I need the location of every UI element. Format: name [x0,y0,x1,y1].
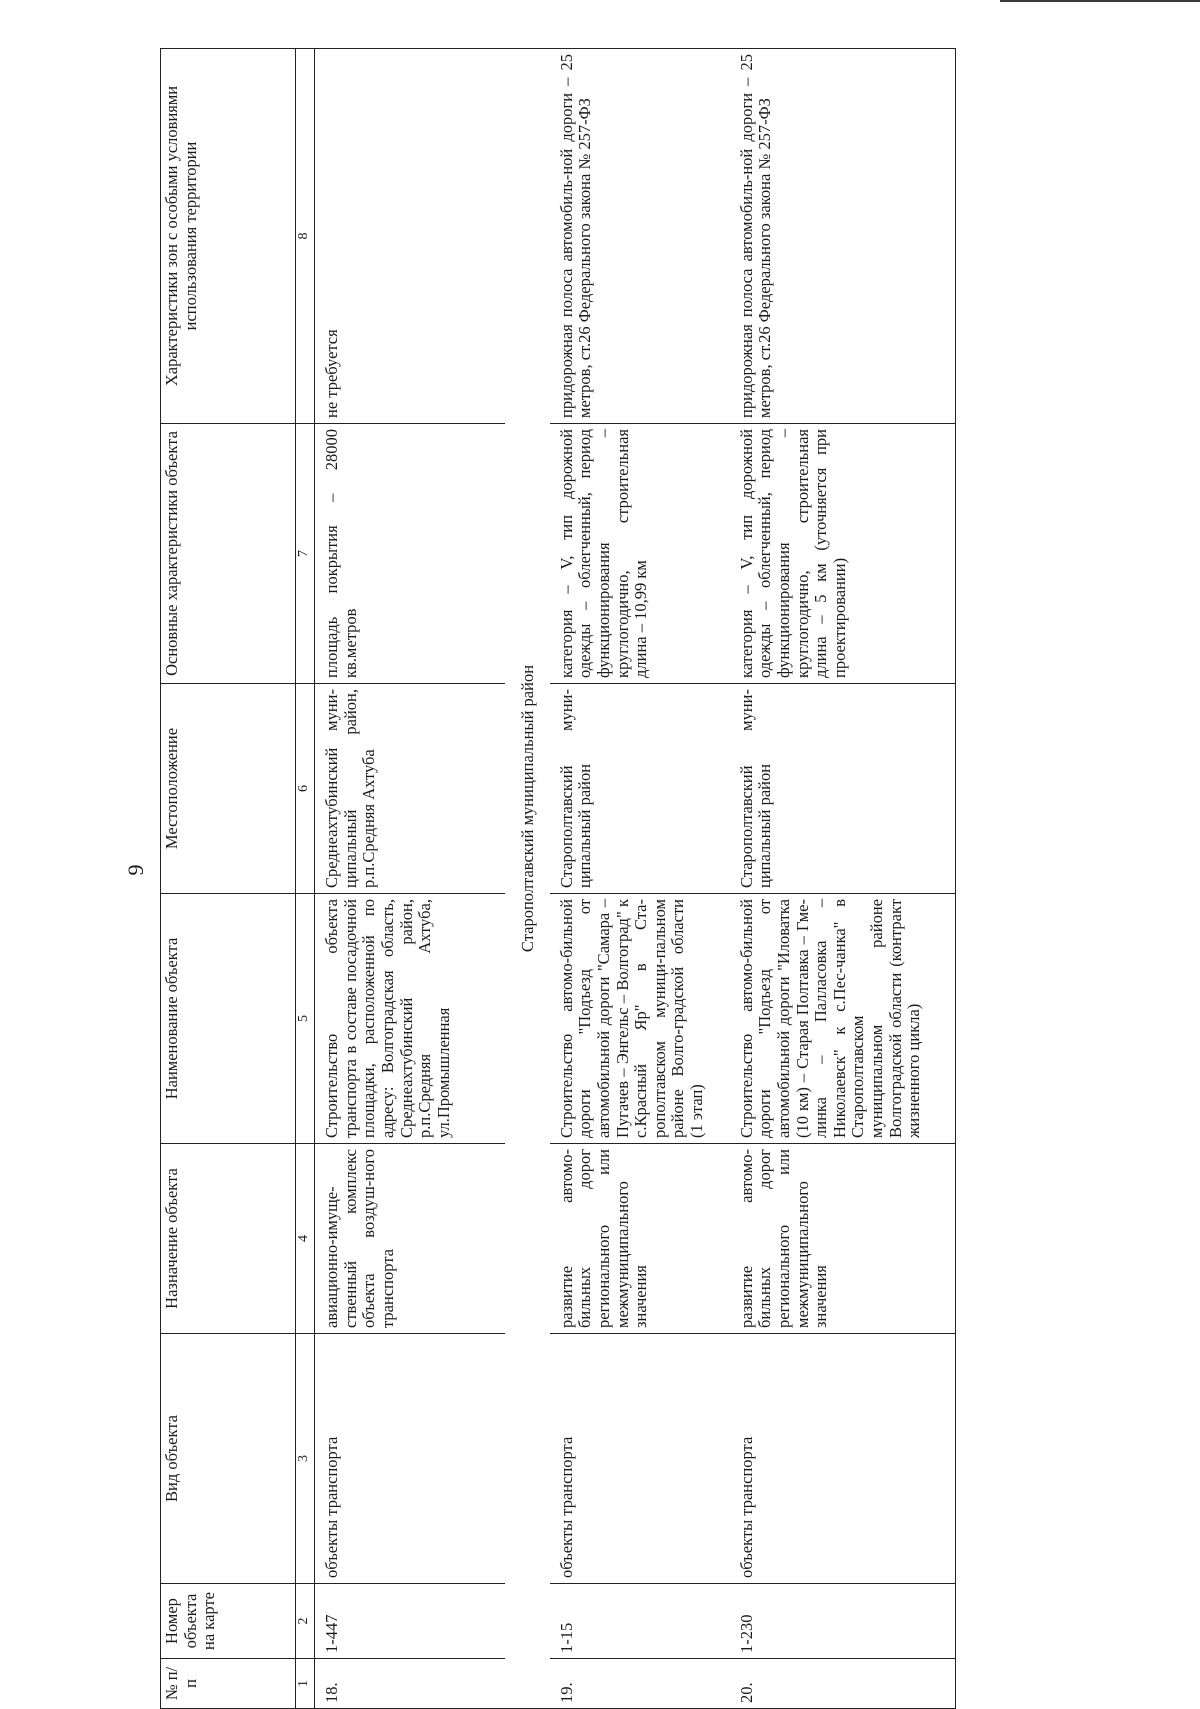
cell-map-number: 1-15 [550,1584,730,1659]
table-body [315,49,956,1709]
table-header [161,49,315,1709]
cell-location: Старополтавский муни-ципальный район [550,684,730,894]
cell-characteristics: площадь покрытия – 28000 кв.метров [315,424,506,684]
header-cell-purpose: Назначение объекта [161,1144,296,1334]
header-cell-zones: Характеристики зон с особыми условиями использования территории [161,49,296,424]
column-number: 1 [296,1659,315,1709]
cell-map-number: 1-447 [315,1584,506,1659]
cell-number: 18. [315,1659,506,1709]
table-row-18 [315,49,506,1709]
column-number: 3 [296,1334,315,1584]
column-number: 6 [296,684,315,894]
header-cell-characteristics: Основные характеристики объекта [161,424,296,684]
cell-name: Строительство автомо-бильной дороги "Подъезд от автомобильной дороги "Самара – Пугачев – Энгельс – Волгоград" к с.Красный Яр" в Ста-рополтавском муници-пальном районе Волго-градской области (1 этап) [550,894,730,1144]
cell-zones: не требуется [315,49,506,424]
header-row [161,49,296,1709]
column-number: 7 [296,424,315,684]
cell-map-number: 1-230 [730,1584,956,1659]
cell-number: 20. [730,1659,956,1709]
cell-number: 19. [550,1659,730,1709]
table-row-19 [550,49,730,1709]
cell-purpose: развитие автомо-бильных дорог регионального или межмуниципального значения [550,1144,730,1334]
column-number: 5 [296,894,315,1144]
column-number: 8 [296,49,315,424]
header-cell-kind: Вид объекта [161,1334,296,1584]
cell-location: Среднеахтубинский муни-ципальный район, р.п.Средняя Ахтуба [315,684,506,894]
cell-characteristics: категория – V, тип дорожной одежды – облегченный, период функционирования – круглогодично, строительная длина – 5 км (уточняется при проектировании) [730,424,956,684]
column-number: 4 [296,1144,315,1334]
region-heading-row [505,49,550,1709]
header-cell-map-number: Номер объекта на карте [161,1584,296,1659]
cell-zones: придорожная полоса автомобиль-ной дороги – 25 метров, ст.26 Федерального закона № 257-ФЗ [550,49,730,424]
column-number-row [296,49,315,1709]
region-heading: Старополтавский муниципальный район [505,49,550,1709]
page-number: 9 [123,864,148,876]
objects-table [160,48,956,1709]
cell-purpose: авиационно-имуще-ственный комплекс объекта воздуш-ного транспорта [315,1144,506,1334]
header-cell-location: Местоположение [161,684,296,894]
cell-kind: объекты транспорта [730,1334,956,1584]
column-number: 2 [296,1584,315,1659]
top-edge-rule [1000,0,1200,2]
header-cell-number: № п/п [161,1659,296,1709]
cell-characteristics: категория – V, тип дорожной одежды – облегченный, период функционирования – круглогодично, строительная длина – 10,99 км [550,424,730,684]
document-sheet [160,49,1030,1709]
table-row-20 [730,49,956,1709]
cell-zones: придорожная полоса автомобиль-ной дороги – 25 метров, ст.26 Федерального закона № 257-ФЗ [730,49,956,424]
cell-purpose: развитие автомо-бильных дорог регионального или межмуниципального значения [730,1144,956,1334]
cell-name: Строительство автомо-бильной дороги "Подъезд от автомобильной дороги "Иловатка (10 км) – Старая Полтавка – Гме-линка – Палласовка – Николаевск" к с.Пес-чанка" в Старополтавском муниципальном районе Волгоградской области (контракт жизненного цикла) [730,894,956,1144]
header-cell-name: Наименование объекта [161,894,296,1144]
cell-kind: объекты транспорта [550,1334,730,1584]
cell-kind: объекты транспорта [315,1334,506,1584]
cell-location: Старополтавский муни-ципальный район [730,684,956,894]
cell-name: Строительство объекта транспорта в составе посадочной площадки, расположенной по адресу: Волгоградская область, Среднеахтубинский район, р.п.Средняя Ахтуба, ул.Промышленная [315,894,506,1144]
